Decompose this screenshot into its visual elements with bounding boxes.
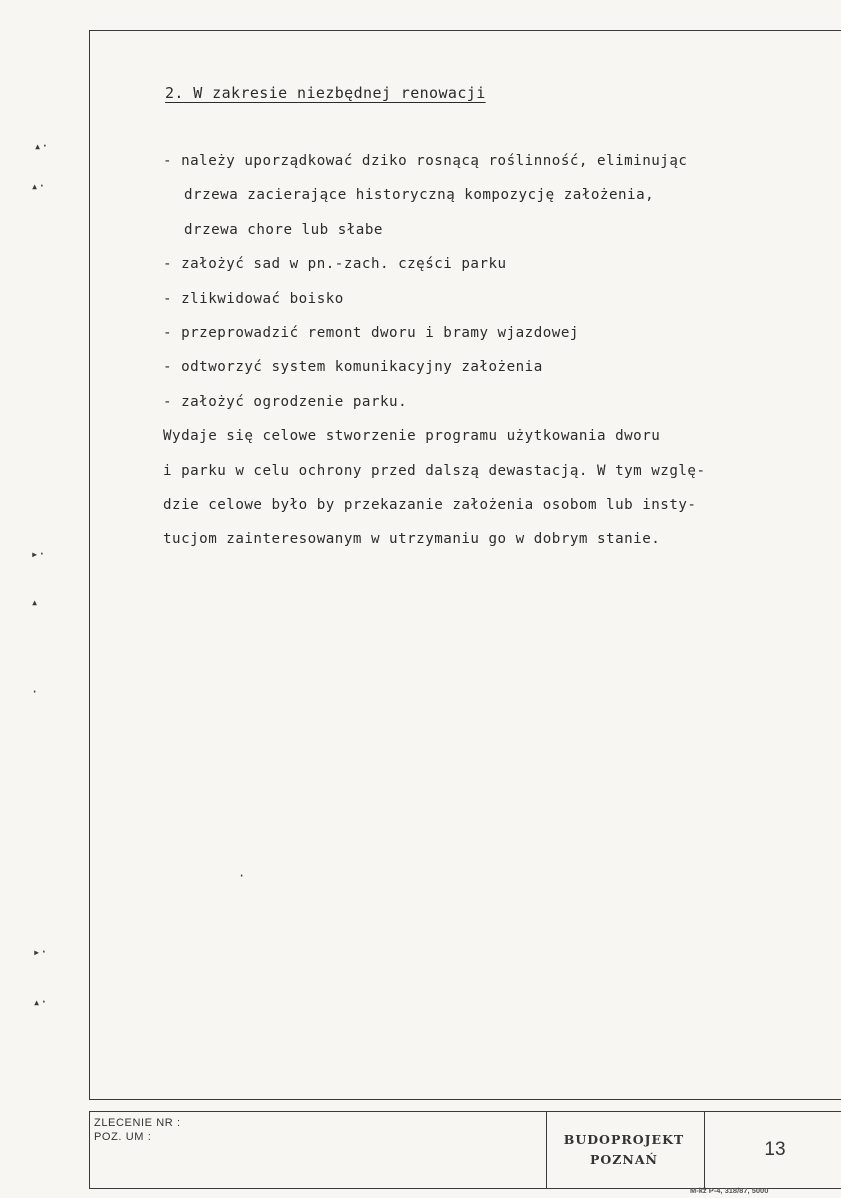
company-line-2: POZNAŃ [590, 1151, 658, 1167]
text-line: drzewa zacierające historyczną kompozycję założenia, [184, 187, 655, 204]
document-body [163, 144, 803, 557]
text-line: - należy uporządkować dziko rosnącą roślinność, eliminując [163, 153, 688, 169]
company-name [548, 1112, 700, 1187]
margin-mark: · [31, 685, 39, 699]
position-label: POZ. UM : [94, 1131, 152, 1143]
order-info [94, 1116, 181, 1144]
text-line: Wydaje się celowe stworzenie programu użytkowania dworu [163, 428, 661, 445]
text-line: tucjom zainteresowanym w utrzymaniu go w dobrym stanie. [163, 531, 661, 548]
margin-mark: ▴· [31, 179, 46, 193]
order-number-label: ZLECENIE NR : [94, 1117, 181, 1129]
section-heading: 2. W zakresie niezbędnej renowacji [165, 84, 486, 102]
page-number: 13 [764, 1138, 786, 1160]
text-line: - przeprowadzić remont dworu i bramy wjazdowej [163, 324, 579, 341]
divider [704, 1112, 705, 1188]
print-code: M-kž P-4, 318/87, 5000 [690, 1186, 769, 1195]
text-line: - założyć sad w pn.-zach. części parku [163, 256, 507, 273]
margin-mark: ▸· [31, 547, 46, 561]
margin-mark: ▴· [34, 139, 49, 153]
margin-mark: ▴ [31, 595, 39, 609]
text-line: - odtworzyć system komunikacyjny założenia [163, 359, 543, 376]
title-block [89, 1111, 841, 1189]
company-line-1: BUDOPROJEKT [563, 1131, 685, 1147]
text-line: - założyć ogrodzenie parku. [163, 393, 408, 410]
text-line: dzie celowe było by przekazanie założenia osobom lub insty- [163, 496, 697, 513]
text-line: - zlikwidować boisko [163, 290, 344, 307]
margin-mark: ▴· [33, 995, 48, 1009]
margin-mark: · [238, 869, 246, 883]
margin-mark: ▸· [33, 945, 48, 959]
divider [546, 1112, 547, 1188]
text-line: drzewa chore lub słabe [184, 221, 383, 238]
text-line: i parku w celu ochrony przed dalszą dewastacją. W tym wzglę- [163, 462, 706, 479]
